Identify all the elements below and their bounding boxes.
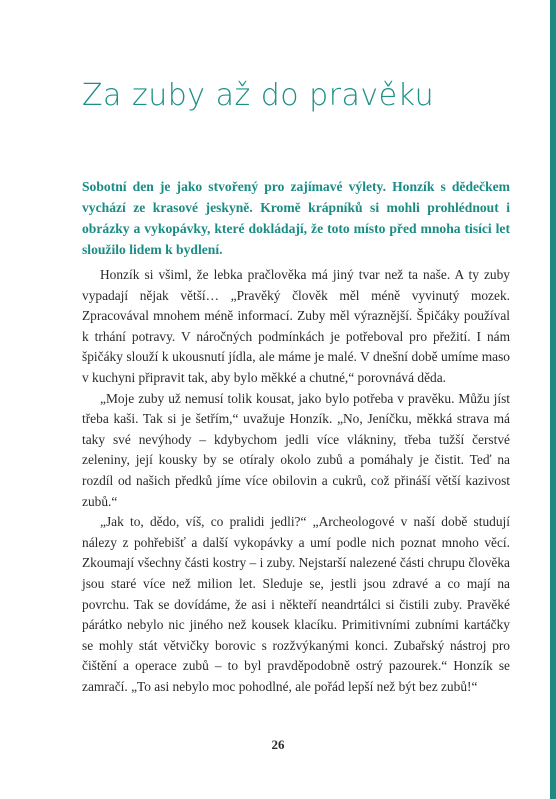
body-paragraph: Honzík si všiml, že lebka pračlověka má jiný tvar než ta naše. A ty zuby vypadají nějak větší… „Pravěký člověk měl méně vyvinutý mozek. Zpracovával mnohem méně informací. Zuby měl výraznější. Špičáky používal k trhání potravy. V náročných podmínkách je potřeboval pro přežití. I nám špičáky slouží k ukousnutí jídla, ale máme je malé. V dnešní době umíme maso v kuchyni připravit tak, aby bylo měkké a chutné,“ porovnává děda.	[82, 267, 510, 385]
body-text	[82, 265, 510, 697]
page-edge-stripe	[550, 0, 556, 799]
chapter-title: Za zuby až do pravěku	[82, 78, 435, 113]
lead-paragraph: Sobotní den je jako stvořený pro zajímavé výlety. Honzík s dědečkem vychází ze krasové jeskyně. Kromě krápníků si mohli prohlédnout i obrázky a vykopávky, které dokládají, že toto místo před mnoha tisíci let sloužilo lidem k bydlení.	[82, 179, 510, 257]
body-paragraph: „Moje zuby už nemusí tolik kousat, jako bylo potřeba v pravěku. Můžu jíst třeba kaši. Tak si je šetřím,“ uvažuje Honzík. „No, Jeníčku, měkká strava má taky své nevýhody – kdybychom jedli více vlákniny, třeba tužší čerstvé zeleniny, její kousky by se otíraly okolo zubů a pomáhaly je čistit. Teď na rozdíl od našich předků jíme více obilovin a cukrů, což přináší větší kazivost zubů.“	[82, 390, 510, 509]
body-paragraph: „Jak to, dědo, víš, co pralidi jedli?“ „Archeologové v naší době studují nálezy z pohřebišť a další vykopávky a umí podle nich poznat mnoho věcí. Zkoumají všechny části kostry – i zuby. Nejstarší nalezené části chrupu člověka jsou staré více než milion let. Sleduje se, jestli jsou zdravé a co mají na povrchu. Tak se dovídáme, že asi i někteří neandrtálci si čistili zuby. Pravěké párátko nebylo nic jiného než kousek klacíku. Primitivními zubními kartáčky se mohly stát větvičky borovic s rozžvýkanými konci. Zubařský nástroj pro čištění a operace zubů – to byl pravděpodobně ostrý pazourek.“ Honzík se zamračí. „To asi nebylo moc pohodlné, ale pořád lepší než být bez zubů!“	[82, 514, 510, 694]
page-number: 26	[271, 737, 285, 752]
